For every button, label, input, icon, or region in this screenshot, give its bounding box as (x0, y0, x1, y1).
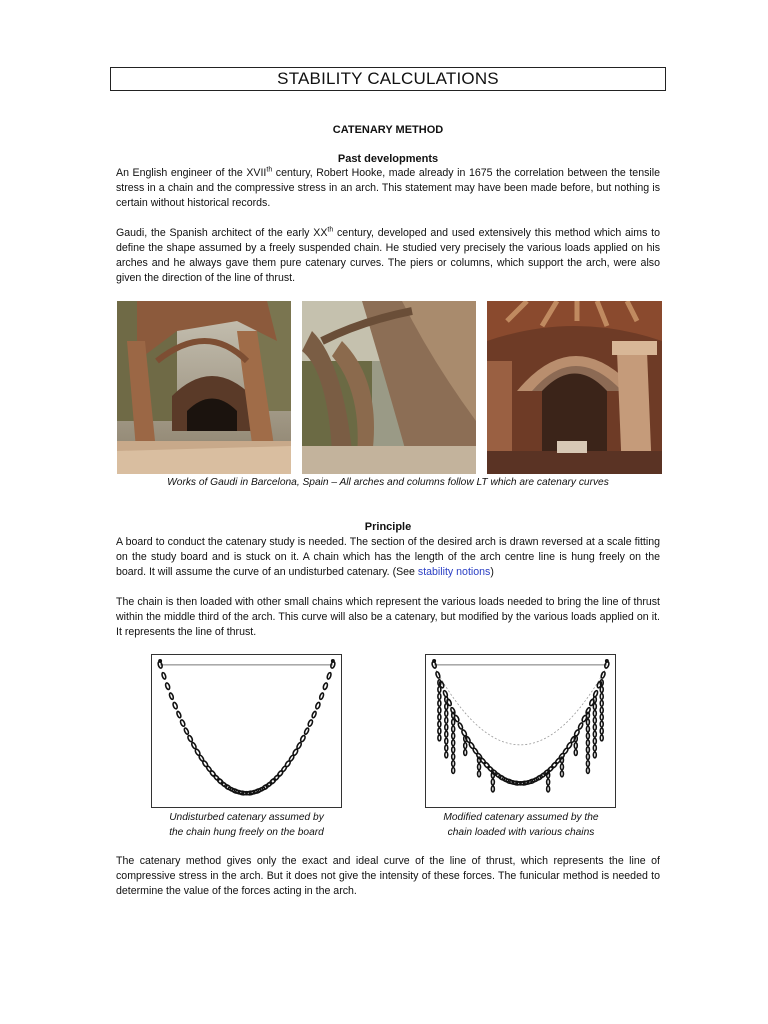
paragraph-conclusion: The catenary method gives only the exact and ideal curve of the line of thrust, which represents the line of compressive stress in the arch. But it does not give the intensity of these forces. The funicular method is needed to determine the value of the forces acting in the arch. (116, 855, 660, 897)
gaudi-photo-columns (302, 301, 476, 474)
chain-curve-modified (431, 661, 609, 785)
page-title: STABILITY CALCULATIONS (277, 69, 499, 88)
past-developments-heading: Past developments (337, 153, 439, 165)
gaudi-photo-arches (117, 301, 291, 474)
principle-heading: Principle (364, 521, 412, 533)
section-heading: CATENARY METHOD (332, 124, 444, 136)
page-title-box (110, 67, 666, 91)
modified-catenary-caption: Modified catenary assumed by the chain loaded with various chains (443, 812, 599, 838)
paragraph-principle-board: A board to conduct the catenary study is needed. The section of the desired arch is drawn reversed at a scale fitting on the study board and is stuck on it. A chain which has the length of the arch centre line is hung freely on the board. It will assume the curve of an undisturbed catenary. (See stability notions) (116, 536, 660, 578)
undisturbed-catenary-diagram (151, 654, 342, 808)
paragraph-gaudi: Gaudi, the Spanish architect of the early XXth century, developed and used extensively this method which aims to define the shape assumed by a freely suspended chain. He studied very precisely the various loads applied on his arches and he always gave them pure catenary curves. The piers or columns, which support the arch, were also given the direction of the line of thrust. (116, 226, 660, 284)
chain-curve-undisturbed (157, 661, 335, 795)
modified-catenary-diagram (425, 654, 616, 808)
gaudi-photo-crypt (487, 301, 662, 474)
undisturbed-catenary-caption: Undisturbed catenary assumed by the chain hung freely on the board (169, 812, 324, 838)
paragraph-principle-loads: The chain is then loaded with other small chains which represent the various loads needed to bring the line of thrust within the middle third of the arch. This curve will also be a catenary, but modified by the various loads applied on it. It represents the line of thrust. (116, 596, 660, 638)
hanging-load-chains (438, 680, 603, 792)
paragraph-hooke: An English engineer of the XVIIth century, Robert Hooke, made already in 1675 the correlation between the tensile stress in a chain and the compressive stress in an arch. This statement may have been made before, but nothing is certain without historical records. (116, 166, 660, 209)
photos-caption: Works of Gaudi in Barcelona, Spain – All arches and columns follow LT which are catenary curves (167, 477, 609, 488)
stability-notions-link[interactable]: stability notions (417, 566, 491, 578)
